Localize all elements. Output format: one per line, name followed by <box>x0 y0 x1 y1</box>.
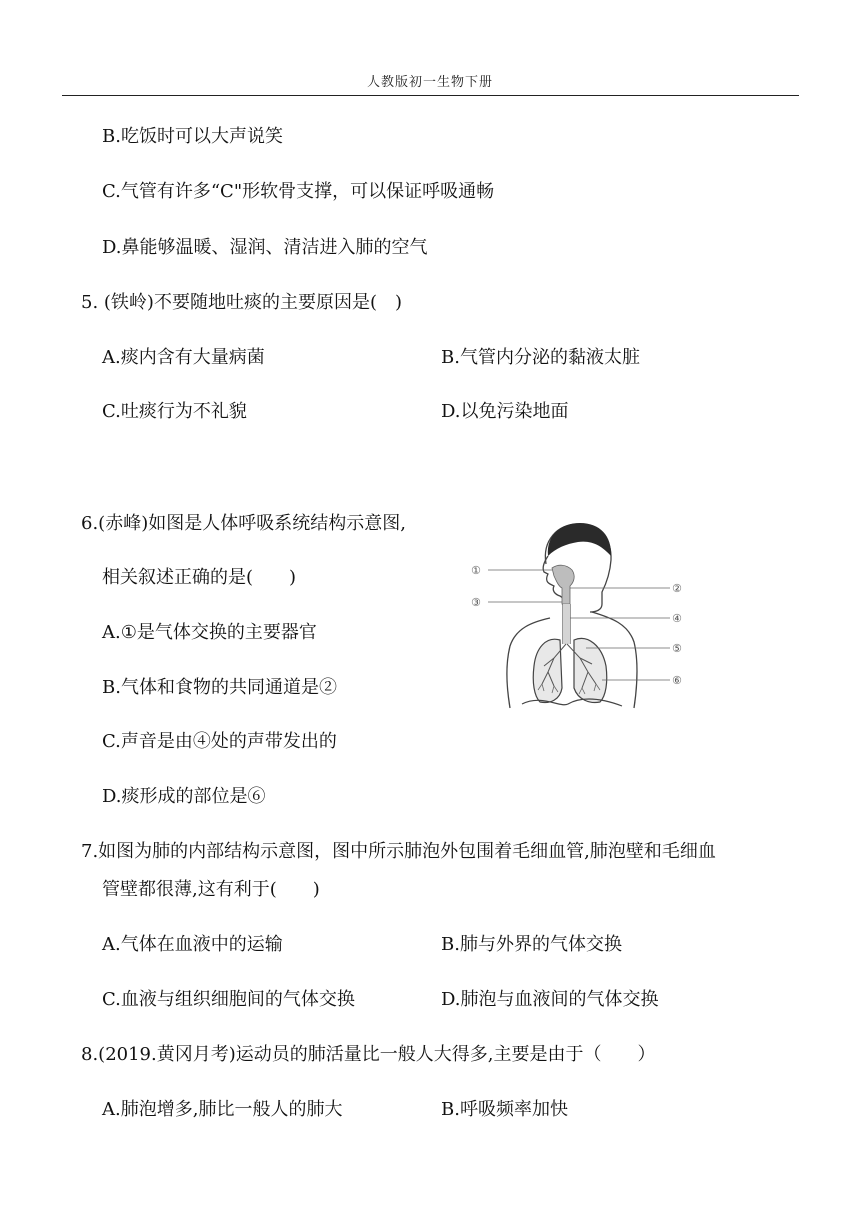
left-lung <box>533 639 562 702</box>
diagram-label-6: ⑥ <box>672 674 682 687</box>
q8-option-b: B.呼吸频率加快 <box>441 1099 568 1120</box>
nasal-pharynx <box>552 565 574 604</box>
q6-option-c: C.声音是由④处的声带发出的 <box>102 731 337 752</box>
q6-option-b: B.气体和食物的共同通道是② <box>102 677 337 698</box>
q7-option-a: A.气体在血液中的运输 <box>102 934 283 955</box>
diagram-label-2: ② <box>672 582 682 595</box>
diaphragm <box>522 699 622 706</box>
respiratory-system-diagram <box>462 518 698 718</box>
q4-option-c: C.气管有许多“C"形软骨支撑，可以保证呼吸通畅 <box>102 181 495 202</box>
q7-stem-line2: 管壁都很薄,这有利于( ) <box>102 879 320 900</box>
q5-option-d: D.以免污染地面 <box>441 401 569 422</box>
q6-option-a: A.①是气体交换的主要器官 <box>102 622 317 643</box>
q4-option-d: D.鼻能够温暖、湿润、清洁进入肺的空气 <box>102 237 428 258</box>
q5-option-b: B.气管内分泌的黏液太脏 <box>441 347 640 368</box>
diagram-label-3: ③ <box>471 596 481 609</box>
q7-option-d: D.肺泡与血液间的气体交换 <box>441 989 659 1010</box>
q5-option-c: C.吐痰行为不礼貌 <box>102 401 247 422</box>
q7-option-c: C.血液与组织细胞间的气体交换 <box>102 989 355 1010</box>
page-header-title: 人教版初一生物下册 <box>366 75 493 90</box>
hair <box>548 523 611 556</box>
q6-option-d: D.痰形成的部位是⑥ <box>102 786 266 807</box>
diagram-label-1: ① <box>471 564 481 577</box>
q6-stem-line1: 6.(赤峰)如图是人体呼吸系统结构示意图, <box>81 513 406 534</box>
q6-stem-line2: 相关叙述正确的是( ) <box>102 567 297 588</box>
q8-stem: 8.(2019.黄冈月考)运动员的肺活量比一般人大得多,主要是由于（ ） <box>81 1044 656 1065</box>
q5-stem: 5. (铁岭)不要随地吐痰的主要原因是( ) <box>81 292 402 313</box>
q7-option-b: B.肺与外界的气体交换 <box>441 934 622 955</box>
q8-option-a: A.肺泡增多,肺比一般人的肺大 <box>102 1099 343 1120</box>
q7-stem-line1: 7.如图为肺的内部结构示意图，图中所示肺泡外包围着毛细血管,肺泡壁和毛细血 <box>81 841 716 862</box>
header-rule <box>62 95 799 96</box>
q4-option-b: B.吃饭时可以大声说笑 <box>102 126 283 147</box>
diagram-label-4: ④ <box>672 612 682 625</box>
diagram-label-5: ⑤ <box>672 642 682 655</box>
q5-option-a: A.痰内含有大量病菌 <box>102 347 265 368</box>
